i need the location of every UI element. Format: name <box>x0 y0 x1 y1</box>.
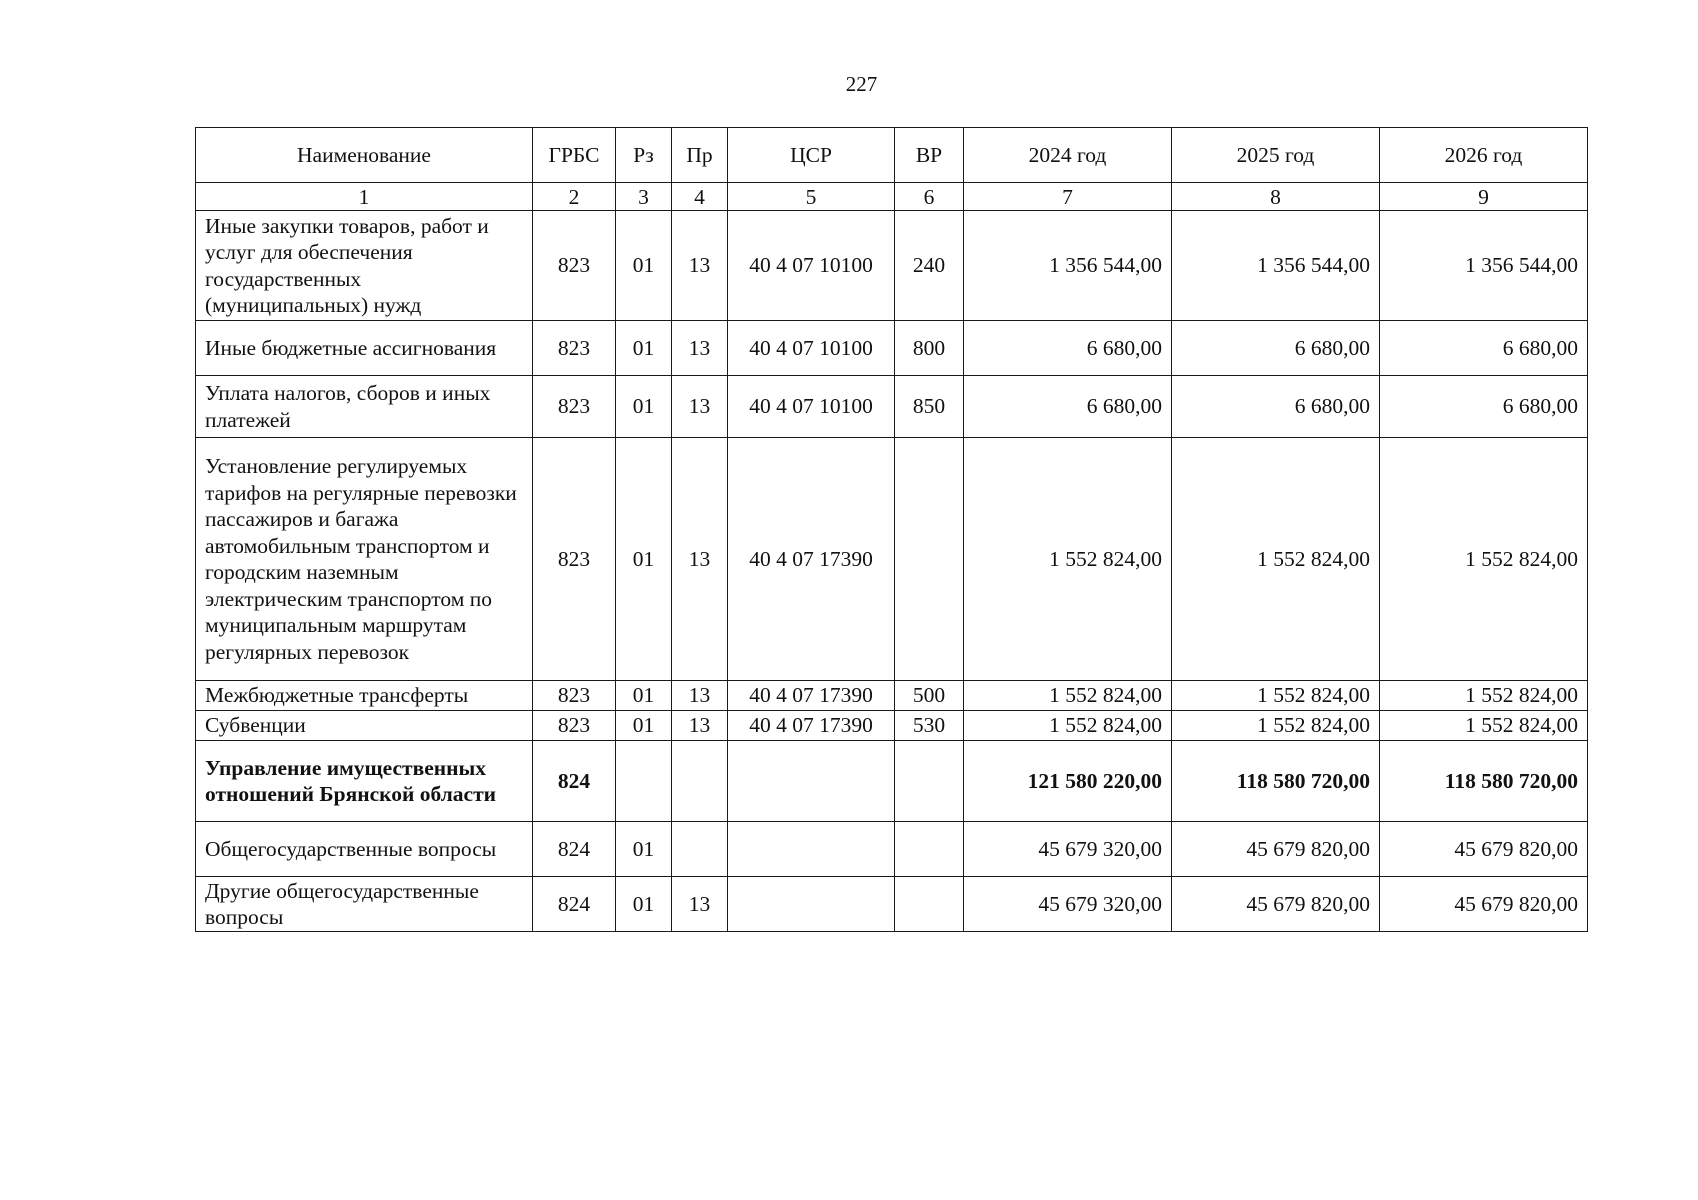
column-number: 7 <box>964 183 1172 211</box>
row-csr: 40 4 07 17390 <box>728 438 895 681</box>
row-rz: 01 <box>616 822 672 877</box>
row-2025: 118 580 720,00 <box>1172 741 1380 822</box>
row-name: Межбюджетные трансферты <box>196 681 533 711</box>
row-grbs: 823 <box>533 711 616 741</box>
row-grbs: 824 <box>533 741 616 822</box>
row-grbs: 823 <box>533 376 616 438</box>
column-number-row <box>196 183 1588 211</box>
table-row <box>196 211 1588 321</box>
row-vr: 530 <box>895 711 964 741</box>
row-2026: 6 680,00 <box>1380 321 1588 376</box>
row-rz: 01 <box>616 211 672 321</box>
page-number: 227 <box>845 72 878 96</box>
row-rz: 01 <box>616 376 672 438</box>
row-name: Общегосударственные вопросы <box>196 822 533 877</box>
header-2024: 2024 год <box>964 128 1172 183</box>
row-csr <box>728 741 895 822</box>
row-pr: 13 <box>672 877 728 932</box>
row-grbs: 823 <box>533 321 616 376</box>
row-rz: 01 <box>616 711 672 741</box>
header-csr: ЦСР <box>728 128 895 183</box>
budget-table <box>195 127 1588 932</box>
row-2025: 1 552 824,00 <box>1172 711 1380 741</box>
column-number: 8 <box>1172 183 1380 211</box>
row-2026: 6 680,00 <box>1380 376 1588 438</box>
row-2024: 45 679 320,00 <box>964 877 1172 932</box>
row-2026: 45 679 820,00 <box>1380 822 1588 877</box>
row-2024: 1 552 824,00 <box>964 438 1172 681</box>
row-rz: 01 <box>616 438 672 681</box>
row-2024: 121 580 220,00 <box>964 741 1172 822</box>
row-pr: 13 <box>672 211 728 321</box>
row-name: Управление имущественных отношений Брянской области <box>196 741 533 822</box>
row-2026: 118 580 720,00 <box>1380 741 1588 822</box>
row-2024: 1 356 544,00 <box>964 211 1172 321</box>
row-2025: 6 680,00 <box>1172 376 1380 438</box>
table-row <box>196 438 1588 681</box>
column-number: 1 <box>196 183 533 211</box>
header-row <box>196 128 1588 183</box>
row-grbs: 824 <box>533 877 616 932</box>
row-2024: 1 552 824,00 <box>964 681 1172 711</box>
row-2025: 45 679 820,00 <box>1172 822 1380 877</box>
row-vr: 850 <box>895 376 964 438</box>
column-number: 4 <box>672 183 728 211</box>
row-2024: 1 552 824,00 <box>964 711 1172 741</box>
table-row <box>196 711 1588 741</box>
row-2026: 1 552 824,00 <box>1380 438 1588 681</box>
row-vr: 800 <box>895 321 964 376</box>
table-row <box>196 681 1588 711</box>
row-2025: 1 356 544,00 <box>1172 211 1380 321</box>
row-grbs: 823 <box>533 681 616 711</box>
row-vr <box>895 741 964 822</box>
row-csr: 40 4 07 10100 <box>728 211 895 321</box>
row-2026: 1 552 824,00 <box>1380 711 1588 741</box>
row-name: Иные закупки товаров, работ и услуг для обеспечения государственных (муниципальных) нужд <box>196 211 533 321</box>
column-number: 2 <box>533 183 616 211</box>
column-number: 5 <box>728 183 895 211</box>
row-vr <box>895 877 964 932</box>
column-number: 9 <box>1380 183 1588 211</box>
row-pr: 13 <box>672 321 728 376</box>
row-2026: 1 356 544,00 <box>1380 211 1588 321</box>
table-row <box>196 822 1588 877</box>
header-vr: ВР <box>895 128 964 183</box>
row-pr: 13 <box>672 376 728 438</box>
column-number: 3 <box>616 183 672 211</box>
row-rz: 01 <box>616 681 672 711</box>
table-row <box>196 741 1588 822</box>
row-vr: 240 <box>895 211 964 321</box>
row-pr <box>672 741 728 822</box>
table-row <box>196 376 1588 438</box>
row-name: Установление регулируемых тарифов на регулярные перевозки пассажиров и багажа автомобильным транспортом и городским наземным электрическим транспортом по муниципальным маршрутам регулярных перевозок <box>196 438 533 681</box>
row-pr: 13 <box>672 438 728 681</box>
row-csr <box>728 822 895 877</box>
row-csr: 40 4 07 17390 <box>728 681 895 711</box>
row-vr <box>895 438 964 681</box>
column-number: 6 <box>895 183 964 211</box>
row-2025: 45 679 820,00 <box>1172 877 1380 932</box>
row-name: Другие общегосударственные вопросы <box>196 877 533 932</box>
row-rz: 01 <box>616 877 672 932</box>
row-csr: 40 4 07 17390 <box>728 711 895 741</box>
row-2024: 45 679 320,00 <box>964 822 1172 877</box>
row-grbs: 824 <box>533 822 616 877</box>
header-pr: Пр <box>672 128 728 183</box>
header-name: Наименование <box>196 128 533 183</box>
table-row <box>196 321 1588 376</box>
row-2025: 1 552 824,00 <box>1172 438 1380 681</box>
row-name: Иные бюджетные ассигнования <box>196 321 533 376</box>
row-grbs: 823 <box>533 211 616 321</box>
header-2026: 2026 год <box>1380 128 1588 183</box>
row-vr: 500 <box>895 681 964 711</box>
row-2026: 45 679 820,00 <box>1380 877 1588 932</box>
row-2025: 6 680,00 <box>1172 321 1380 376</box>
row-2024: 6 680,00 <box>964 321 1172 376</box>
row-pr <box>672 822 728 877</box>
row-rz <box>616 741 672 822</box>
header-rz: Рз <box>616 128 672 183</box>
row-pr: 13 <box>672 711 728 741</box>
table-row <box>196 877 1588 932</box>
row-rz: 01 <box>616 321 672 376</box>
row-name: Субвенции <box>196 711 533 741</box>
row-grbs: 823 <box>533 438 616 681</box>
row-csr: 40 4 07 10100 <box>728 321 895 376</box>
row-2025: 1 552 824,00 <box>1172 681 1380 711</box>
row-vr <box>895 822 964 877</box>
row-pr: 13 <box>672 681 728 711</box>
row-2026: 1 552 824,00 <box>1380 681 1588 711</box>
row-name: Уплата налогов, сборов и иных платежей <box>196 376 533 438</box>
header-grbs: ГРБС <box>533 128 616 183</box>
row-2024: 6 680,00 <box>964 376 1172 438</box>
row-csr <box>728 877 895 932</box>
row-csr: 40 4 07 10100 <box>728 376 895 438</box>
header-2025: 2025 год <box>1172 128 1380 183</box>
